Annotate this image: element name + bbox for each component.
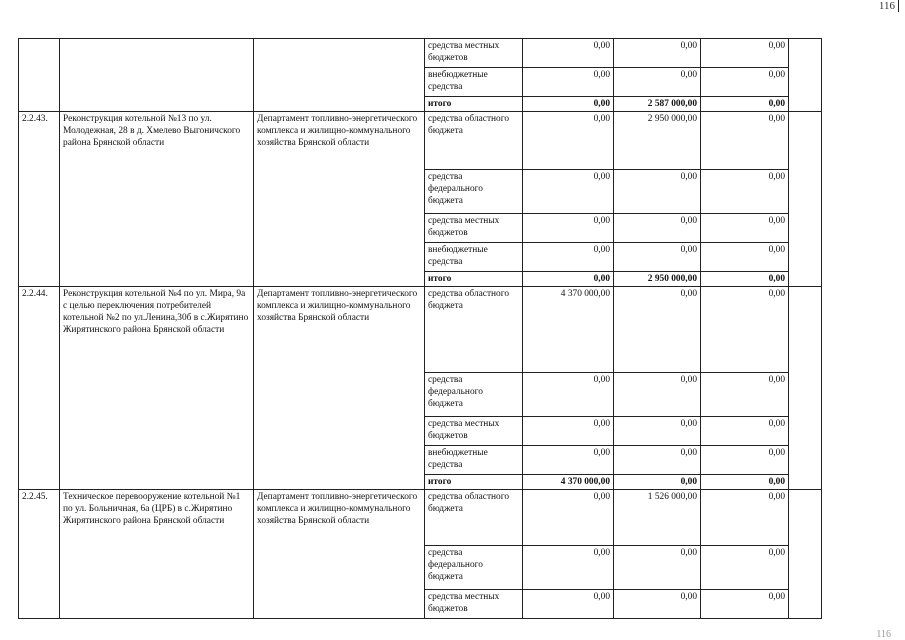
item-executor: Департамент топливно-энергетического комплекса и жилищно-коммунального хозяйства Брянской области bbox=[254, 490, 425, 619]
item-name: Реконструкция котельной №13 по ул. Молодежная, 28 в д. Хмелево Выгоничского района Брянской области bbox=[60, 112, 254, 287]
amount-cell: 1 526 000,00 bbox=[614, 490, 701, 546]
amount-cell: 0,00 bbox=[523, 373, 614, 417]
amount-cell: 0,00 bbox=[614, 68, 701, 97]
amount-cell: 2 950 000,00 bbox=[614, 112, 701, 170]
source-cell: итого bbox=[425, 272, 523, 287]
amount-cell: 0,00 bbox=[614, 170, 701, 214]
item-name: Техническое перевооружение котельной №1 по ул. Больничная, 6а (ЦРБ) в с.Жирятино Жирятинского района Брянской области bbox=[60, 490, 254, 619]
amount-cell: 0,00 bbox=[701, 490, 789, 546]
source-cell: средства местных бюджетов bbox=[425, 214, 523, 243]
amount-cell: 0,00 bbox=[701, 417, 789, 446]
item-number: 2.2.44. bbox=[19, 287, 60, 490]
source-cell: средства областного бюджета bbox=[425, 112, 523, 170]
amount-cell: 0,00 bbox=[701, 68, 789, 97]
source-cell: итого bbox=[425, 475, 523, 490]
amount-cell: 0,00 bbox=[523, 243, 614, 272]
amount-cell: 0,00 bbox=[523, 39, 614, 68]
source-cell: средства федерального бюджета bbox=[425, 170, 523, 214]
amount-cell: 2 950 000,00 bbox=[614, 272, 701, 287]
source-cell: средства федерального бюджета bbox=[425, 546, 523, 590]
item-executor: Департамент топливно-энергетического комплекса и жилищно-коммунального хозяйства Брянской области bbox=[254, 112, 425, 287]
amount-cell: 0,00 bbox=[614, 214, 701, 243]
amount-cell: 0,00 bbox=[701, 243, 789, 272]
amount-cell: 0,00 bbox=[614, 373, 701, 417]
empty-cell bbox=[789, 39, 822, 112]
amount-cell: 0,00 bbox=[523, 446, 614, 475]
amount-cell: 2 587 000,00 bbox=[614, 97, 701, 112]
amount-cell: 0,00 bbox=[614, 446, 701, 475]
page-edge-mark bbox=[898, 0, 899, 12]
source-cell: итого bbox=[425, 97, 523, 112]
source-cell: средства местных бюджетов bbox=[425, 417, 523, 446]
amount-cell: 0,00 bbox=[701, 287, 789, 373]
amount-cell: 0,00 bbox=[523, 546, 614, 590]
amount-cell: 0,00 bbox=[701, 373, 789, 417]
source-cell: внебюджетные средства bbox=[425, 68, 523, 97]
amount-cell: 0,00 bbox=[523, 112, 614, 170]
empty-cell bbox=[789, 490, 822, 619]
table-row bbox=[19, 490, 822, 546]
amount-cell: 0,00 bbox=[523, 417, 614, 446]
source-cell: средства местных бюджетов bbox=[425, 39, 523, 68]
executor-cell bbox=[254, 39, 425, 112]
empty-cell bbox=[789, 287, 822, 490]
source-cell: средства местных бюджетов bbox=[425, 590, 523, 619]
amount-cell: 0,00 bbox=[701, 446, 789, 475]
page-number-bottom: 116 bbox=[876, 629, 891, 640]
amount-cell: 0,00 bbox=[701, 272, 789, 287]
table-row bbox=[19, 112, 822, 170]
amount-cell: 0,00 bbox=[701, 97, 789, 112]
source-cell: средства федерального бюджета bbox=[425, 373, 523, 417]
name-cell bbox=[60, 39, 254, 112]
amount-cell: 0,00 bbox=[701, 39, 789, 68]
amount-cell: 0,00 bbox=[701, 112, 789, 170]
amount-cell: 0,00 bbox=[701, 590, 789, 619]
amount-cell: 0,00 bbox=[614, 39, 701, 68]
empty-cell bbox=[789, 112, 822, 287]
source-cell: средства областного бюджета bbox=[425, 287, 523, 373]
amount-cell: 0,00 bbox=[701, 546, 789, 590]
item-name: Реконструкция котельной №4 по ул. Мира, 9а с целью переключения потребителей котельной №2 по ул.Ленина,30б в с.Жирятино Жирятинского района Брянской области bbox=[60, 287, 254, 490]
amount-cell: 0,00 bbox=[614, 417, 701, 446]
source-cell: внебюджетные средства bbox=[425, 243, 523, 272]
amount-cell: 0,00 bbox=[701, 214, 789, 243]
amount-cell: 0,00 bbox=[523, 68, 614, 97]
amount-cell: 0,00 bbox=[523, 214, 614, 243]
item-number: 2.2.43. bbox=[19, 112, 60, 287]
amount-cell: 0,00 bbox=[523, 490, 614, 546]
page-number: 116 bbox=[878, 0, 895, 12]
amount-cell: 0,00 bbox=[523, 272, 614, 287]
num-cell bbox=[19, 39, 60, 112]
item-number: 2.2.45. bbox=[19, 490, 60, 619]
item-executor: Департамент топливно-энергетического комплекса и жилищно-коммунального хозяйства Брянской области bbox=[254, 287, 425, 490]
amount-cell: 4 370 000,00 bbox=[523, 287, 614, 373]
financing-table bbox=[18, 38, 822, 619]
amount-cell: 0,00 bbox=[701, 475, 789, 490]
table-row bbox=[19, 39, 822, 68]
amount-cell: 4 370 000,00 bbox=[523, 475, 614, 490]
amount-cell: 0,00 bbox=[523, 590, 614, 619]
amount-cell: 0,00 bbox=[614, 590, 701, 619]
amount-cell: 0,00 bbox=[614, 546, 701, 590]
source-cell: средства областного бюджета bbox=[425, 490, 523, 546]
amount-cell: 0,00 bbox=[523, 97, 614, 112]
source-cell: внебюджетные средства bbox=[425, 446, 523, 475]
amount-cell: 0,00 bbox=[614, 243, 701, 272]
amount-cell: 0,00 bbox=[523, 170, 614, 214]
amount-cell: 0,00 bbox=[701, 170, 789, 214]
amount-cell: 0,00 bbox=[614, 287, 701, 373]
amount-cell: 0,00 bbox=[614, 475, 701, 490]
table-row bbox=[19, 287, 822, 373]
